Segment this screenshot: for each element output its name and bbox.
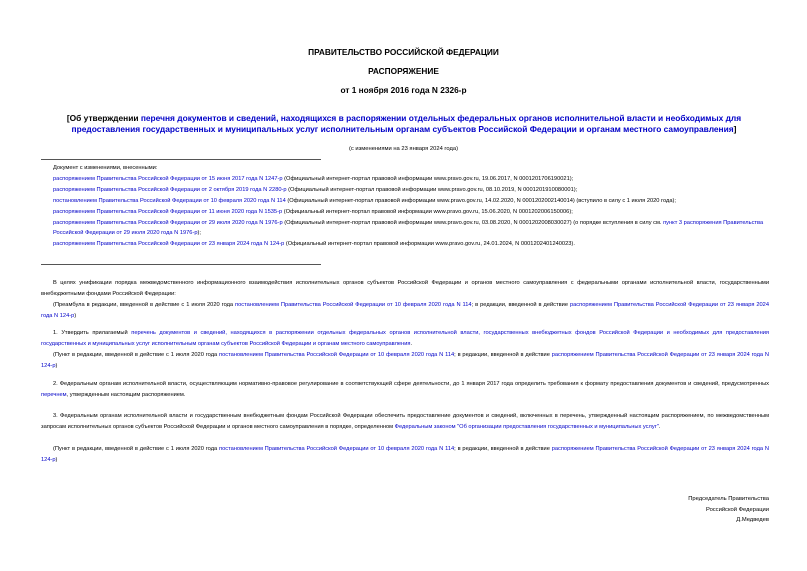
- paragraph-3: [41, 411, 769, 433]
- title-prefix: [Об утверждении: [66, 113, 141, 123]
- paragraph-1-note: [41, 350, 769, 372]
- paragraph-2: [41, 379, 769, 401]
- change-item: [53, 207, 769, 218]
- change-item: [53, 174, 769, 185]
- list-link[interactable]: перечнем: [41, 391, 67, 398]
- signature-position: Председатель Правительства: [688, 496, 769, 502]
- note-link[interactable]: распоряжением Правительства Российской Федерации от 23 января 2024 года N 124-р: [41, 446, 769, 463]
- signature-block: [688, 494, 769, 526]
- title-suffix: ]: [733, 124, 737, 134]
- note-text: ): [74, 312, 77, 319]
- note-text: ; в редакции, введенной в действие: [454, 446, 552, 452]
- note-link[interactable]: постановлением Правительства Российской Федерации от 10 февраля 2020 года N 114: [235, 302, 472, 308]
- changes-intro: Документ с изменениями, внесенными:: [53, 165, 158, 171]
- note-text: (Преамбула в редакции, введенной в действие с 1 июля 2020 года: [53, 302, 236, 308]
- change-item: [53, 239, 769, 250]
- change-text: (Официальный интернет-портал правовой информации www.pravo.gov.ru, 14.02.2020, N 0001202002140014) (вступило в силу с 1 июля 2020 года);: [285, 197, 676, 204]
- note-text: ; в редакции, введенной в действие: [471, 302, 570, 308]
- change-item: [53, 185, 769, 196]
- change-text-secondary: );: [197, 230, 202, 237]
- government-name: ПРАВИТЕЛЬСТВО РОССИЙСКОЙ ФЕДЕРАЦИИ: [308, 47, 499, 57]
- paragraph-text: .: [658, 423, 661, 430]
- change-link[interactable]: распоряжением Правительства Российской Федерации от 2 октября 2019 года N 2280-р: [53, 186, 287, 193]
- change-link[interactable]: распоряжением Правительства Российской Федерации от 15 июня 2017 года N 1247-р: [53, 175, 283, 182]
- change-text: (Официальный интернет-портал правовой информации www.pravo.gov.ru, 24.01.2024, N 0001202401240023).: [284, 241, 575, 248]
- change-text: (Официальный интернет-портал правовой информации www.pravo.gov.ru, 19.06.2017, N 0001201706190021);: [282, 175, 574, 182]
- paragraph-text: 3. Федеральным органам исполнительной власти и государственным внебюджетным фондам Российской Федерации обеспечить предоставление документов и сведений, включенных в перечень, утвержденный настоящим распоряжением, по межведомственным запросам исполнительных органов субъектов Российской Федерации и органов местного самоуправления в порядке, определенном: [41, 413, 769, 430]
- note-text: ; в редакции, введенной в действие: [454, 352, 552, 358]
- note-text: ): [55, 362, 58, 369]
- note-text: (Пункт в редакции, введенной в действие с 1 июля 2020 года: [53, 446, 219, 452]
- change-link[interactable]: постановлением Правительства Российской Федерации от 10 февраля 2020 года N 114: [53, 197, 286, 204]
- bottom-divider: [41, 264, 321, 265]
- paragraph-text: 1. Утвердить прилагаемый: [53, 330, 132, 336]
- change-link[interactable]: распоряжением Правительства Российской Федерации от 29 июля 2020 года N 1976-р: [53, 219, 283, 226]
- signature-name: Д.Медведев: [736, 517, 769, 523]
- change-item: [53, 218, 769, 240]
- note-link[interactable]: распоряжением Правительства Российской Федерации от 23 января 2024 года N 124-р: [41, 352, 769, 369]
- change-link[interactable]: распоряжением Правительства Российской Федерации от 23 января 2024 года N 124-р: [53, 241, 285, 248]
- changes-list: [53, 163, 769, 250]
- note-text: (Пункт в редакции, введенной в действие с 1 июля 2020 года: [53, 352, 219, 358]
- paragraph-text: .: [410, 340, 413, 347]
- document-title: [40, 113, 768, 135]
- paragraph-text: , утвержденным настоящим распоряжением.: [66, 391, 186, 398]
- paragraph-text: 2. Федеральным органам исполнительной власти, осуществляющим нормативно-правовое регулирование в соответствующей сфере деятельности, до 1 января 2017 года определить требования к формату предоставления документов и сведений, предусмотренных: [53, 381, 769, 387]
- change-link[interactable]: распоряжением Правительства Российской Федерации от 11 июня 2020 года N 1535-р: [53, 208, 283, 215]
- preamble: [41, 278, 769, 300]
- note-link[interactable]: распоряжением Правительства Российской Федерации от 23 января 2024 года N 124-р: [41, 302, 770, 319]
- change-link-secondary[interactable]: пункт 3 распоряжения Правительства Российской Федерации от 29 июля 2020 года N 1976-р: [53, 219, 764, 237]
- document-date: от 1 ноября 2016 года N 2326-р: [340, 85, 467, 95]
- change-text: (Официальный интернет-портал правовой информации www.pravo.gov.ru, 03.08.2020, N 0001202008030027) (о порядке вступления в силу см.: [282, 219, 664, 226]
- list-link[interactable]: перечень документов и сведений, находящихся в распоряжении отдельных федеральных органов исполнительной власти, государственных внебюджетных фондов Российской Федерации и необходимых для предоставления государственных и муниципальных услуг исполнительным органам субъектов Российской Федерации и органам местного самоуправления: [41, 330, 769, 347]
- note-text: ): [55, 456, 58, 463]
- paragraph-1: [41, 328, 769, 350]
- note-link[interactable]: постановлением Правительства Российской Федерации от 10 февраля 2020 года N 114: [219, 446, 455, 452]
- law-link[interactable]: Федеральным законом "Об организации предоставления государственных и муниципальных услуг": [394, 423, 659, 430]
- note-link[interactable]: постановлением Правительства Российской Федерации от 10 февраля 2020 года N 114: [219, 352, 455, 358]
- paragraph-3-note: [41, 444, 769, 466]
- change-text: (Официальный интернет-портал правовой информации www.pravo.gov.ru, 08.10.2019, N 0001201910080001);: [286, 186, 578, 193]
- title-link[interactable]: перечня документов и сведений, находящихся в распоряжении отдельных федеральных органов исполнительной власти и необходимых для предоставления государственных и муниципальных услуг исполнительным органам субъектов Российской Федерации и органам местного самоуправления: [71, 113, 742, 134]
- signature-country: Российской Федерации: [705, 506, 769, 513]
- top-divider: [41, 159, 321, 160]
- preamble-note: [41, 300, 769, 322]
- document-type: РАСПОРЯЖЕНИЕ: [368, 66, 439, 76]
- edition-note: (с изменениями на 23 января 2024 года): [348, 146, 459, 152]
- change-item: [53, 196, 769, 207]
- change-text: (Официальный интернет-портал правовой информации www.pravo.gov.ru, 15.06.2020, N 0001202006150006);: [282, 208, 573, 215]
- preamble-text: В целях унификации порядка межведомственного информационного взаимодействия исполнительных органов субъектов Российской Федерации и органов местного самоуправления с федеральными органами исполнительной власти, государственными внебюджетными фондами Российской Федерации:: [41, 280, 769, 297]
